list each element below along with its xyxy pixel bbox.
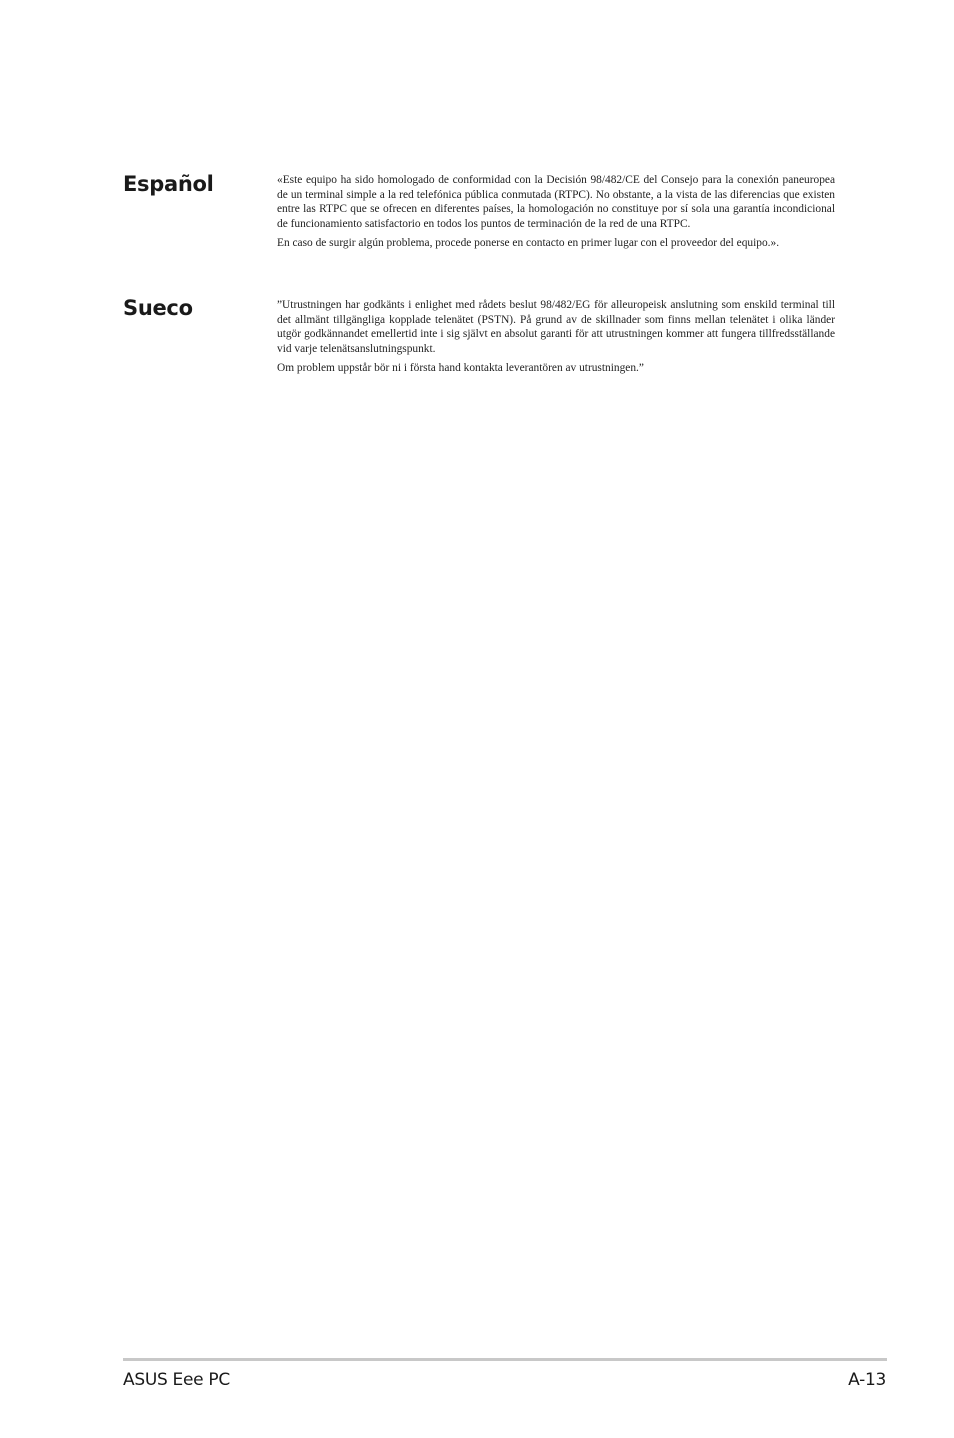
section-heading: Sueco <box>123 296 193 320</box>
footer-page-number: A-13 <box>848 1370 886 1390</box>
paragraph: Om problem uppstår bör ni i första hand kontakta leverantören av utrustningen.” <box>277 362 644 375</box>
footer-divider <box>123 1358 887 1361</box>
footer-product-name: ASUS Eee PC <box>123 1370 230 1390</box>
paragraph: «Este equipo ha sido homologado de conformidad con la Decisión 98/482/CE del Consejo para la conexión paneuropea de un terminal simple a la red telefónica pública conmutada (RTPC). No obstante, a la vista de las diferencias que existen entre las RTPC que se ofrecen en diferentes países, la homologación no constituye por sí sola una garantía incondicional de funcionamiento satisfactorio en todos los puntos de terminación de la red de una RTPC. <box>277 174 835 230</box>
paragraph: ”Utrustningen har godkänts i enlighet med rådets beslut 98/482/EG för alleuropeisk anslutning som enskild terminal till det allmänt tillgängliga kopplade telenätet (PSTN). På grund av de skillnader som finns mellan telenätet i olika länder utgör godkännandet emellertid inte i sig självt en absolut garanti för att utrustningen kommer att fungera tillfredsställande vid varje telenätsanslutningspunkt. <box>277 299 835 355</box>
section-body <box>277 173 835 256</box>
section-body <box>277 298 835 381</box>
paragraph: En caso de surgir algún problema, procede ponerse en contacto en primer lugar con el proveedor del equipo.». <box>277 237 780 250</box>
section-heading: Español <box>123 172 214 196</box>
